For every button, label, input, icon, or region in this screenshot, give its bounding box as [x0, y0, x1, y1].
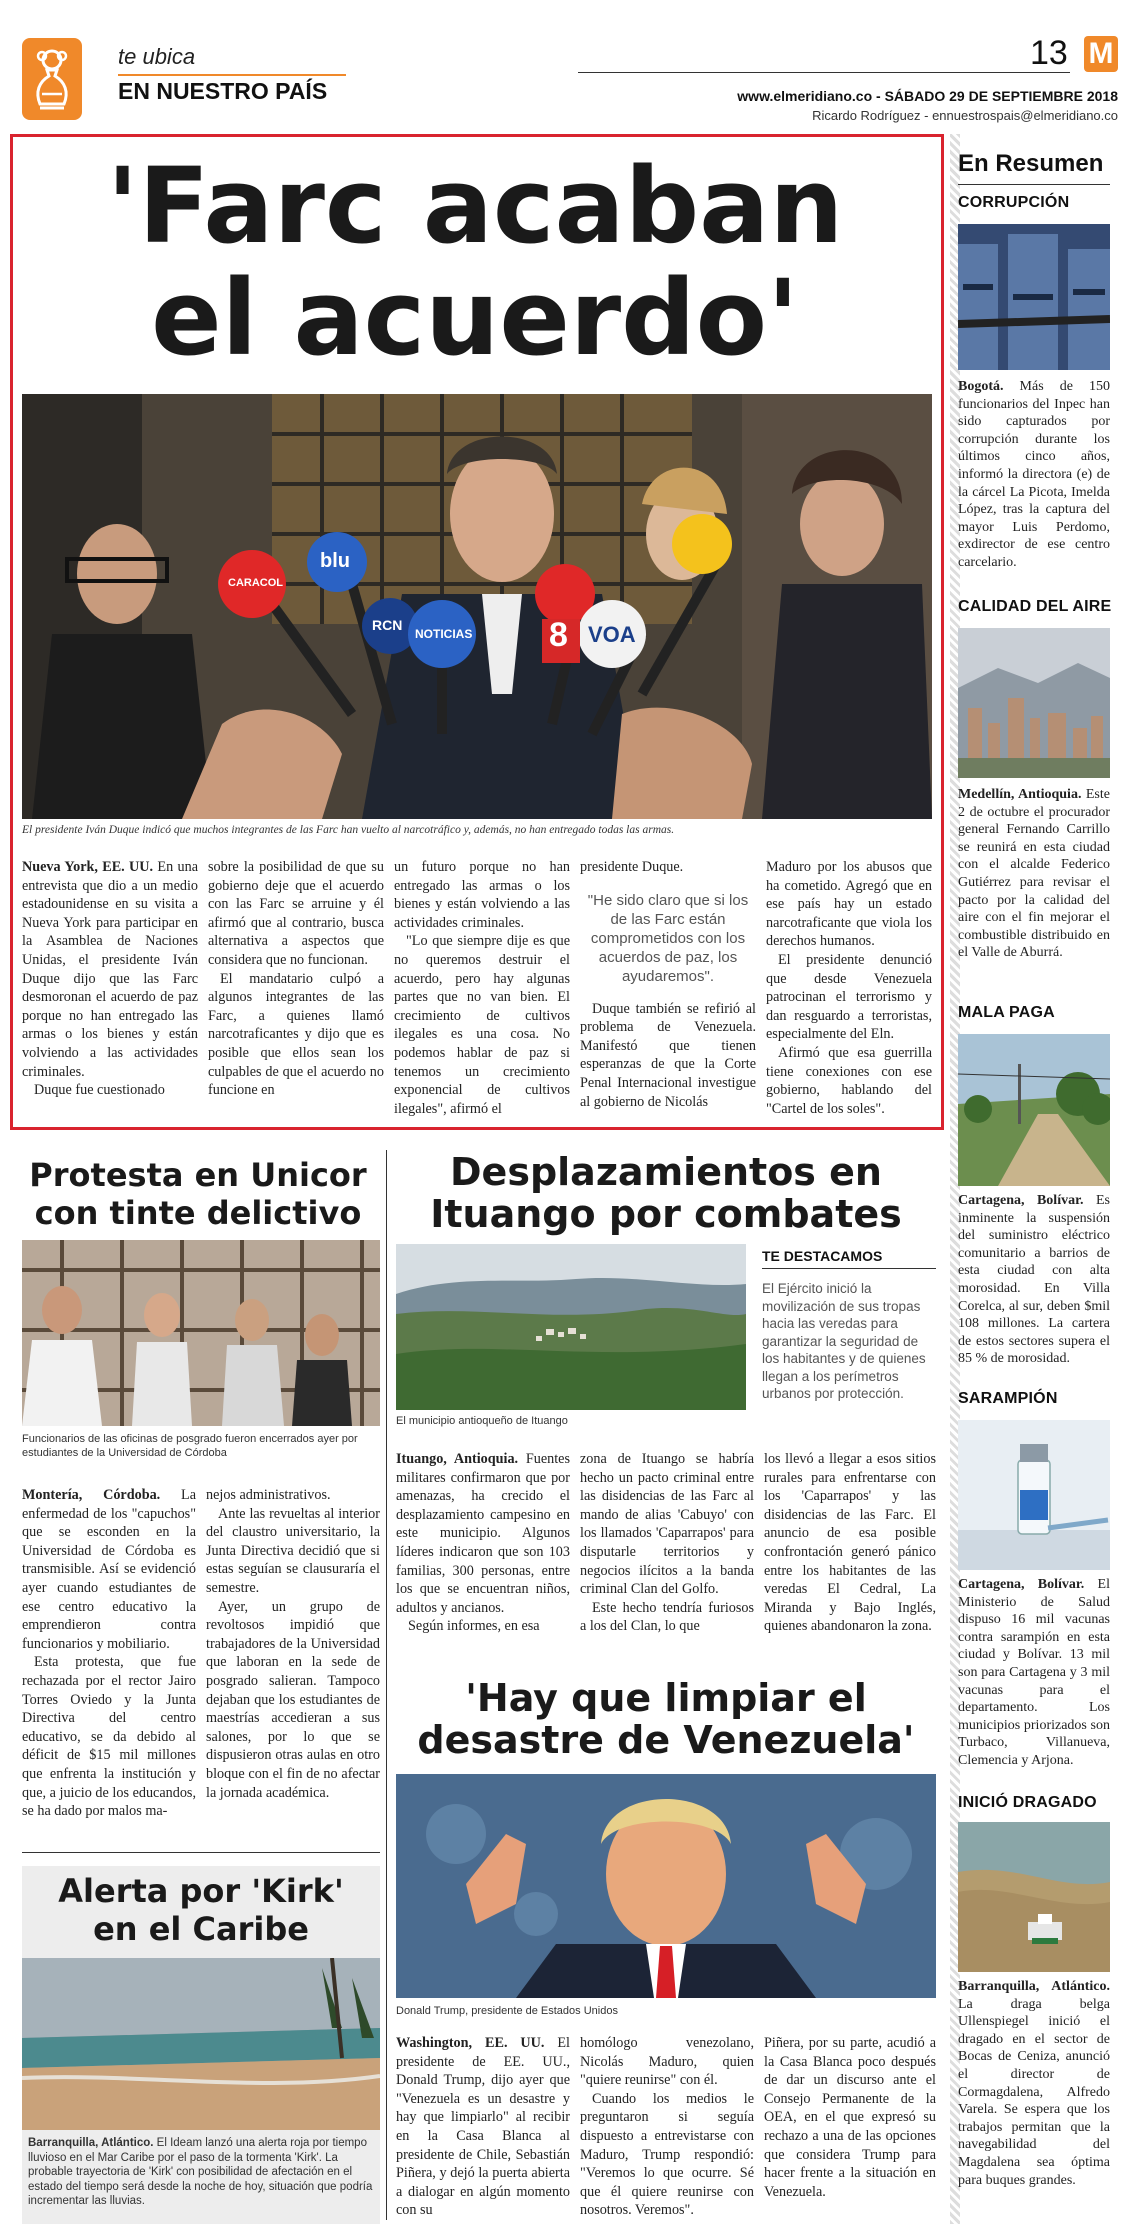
ituango-box-head: TE DESTACAMOS [762, 1248, 883, 1264]
byline: Ricardo Rodríguez - ennuestrospais@elmeridiano.co [812, 108, 1118, 123]
mic-label-blu: blu [320, 550, 350, 572]
main-col-4: presidente Duque. "He sido claro que si los de las Farc están comprometidos con los acuerdos de paz, los ayudaremos". Duque también se refirió al problema de Venezuela. Manifestó que tienen esperanzas de que la Corte Penal Internacional investigue al gobierno de Nicolás [580, 859, 756, 1110]
section-tag-rule [118, 74, 346, 76]
sidebar-photo-sarampion [958, 1420, 1110, 1570]
sidebar-title-rule [958, 184, 1110, 185]
venezuela-caption: Donald Trump, presidente de Estados Unidos [396, 2005, 618, 2017]
sidebar-photo-mala-paga [958, 1034, 1110, 1186]
ituango-caption: El municipio antioqueño de Ituango [396, 1415, 568, 1427]
kirk-rule [22, 1852, 380, 1853]
sidebar-photo-dragado [958, 1822, 1110, 1972]
venezuela-photo [396, 1774, 936, 1998]
vase-icon [22, 38, 82, 120]
section-logo [22, 38, 82, 120]
unicor-headline-line2: con tinte delictivo [34, 1194, 362, 1232]
page-number: 13 [1030, 34, 1068, 72]
unicor-caption: Funcionarios de las oficinas de posgrado fueron encerrados ayer por estudiantes de la Universidad de Córdoba [22, 1433, 358, 1459]
mic-label-rcn: RCN [372, 617, 403, 633]
main-photo [22, 394, 932, 819]
site-date: www.elmeridiano.co - SÁBADO 29 DE SEPTIEMBRE 2018 [737, 88, 1118, 104]
ituango-col-2: zona de Ituango se habría hecho un pacto criminal entre las disidencias de las Farc al mando de alias 'Cabuyo' con los llamados 'Caparrapos' para disputarle territorios y negocios ilícitos a la banda criminal Clan del Golfo. Este hecho tendría furiosos a los del Clan, lo que [580, 1451, 754, 1635]
venezuela-headline-line2: desastre de Venezuela' [417, 1718, 915, 1762]
main-col-5: Maduro por los abusos que ha cometido. Agregó que en ese país hay un estado narcotraficante que viola los derechos humanos. El presidente denunció que desde Venezuela patrocinan el terrorismo y dan resguardo a terroristas, especialmente del Eln. Afirmó que esa guerrilla tiene conexiones con ese gobierno, hablando del "Cartel de los soles". [766, 859, 932, 1117]
sidebar-photo-calidad-aire [958, 628, 1110, 778]
column-divider [386, 1150, 387, 2220]
main-photo-caption: El presidente Iván Duque indicó que muchos integrantes de las Farc han vuelto al narcotráfico y, además, no han entregado todas las armas. [22, 824, 675, 836]
main-col-1: Nueva York, EE. UU. En una entrevista que dio a un medio estadounidense en su visita a Nueva York para participar en la Asamblea de Naciones Unidas, el presidente Iván Duque dijo que las Farc desmoronan el acuerdo de paz porque no han entregado las armas o los bienes y están volviendo a las actividades criminales. Duque fue cuestionado [22, 859, 198, 1099]
sidebar-title: En Resumen [958, 150, 1104, 177]
section-tag-line1: te ubica [118, 44, 196, 69]
sidebar-item-4-head: SARAMPIÓN [958, 1390, 1058, 1407]
sidebar-item-3-head: MALA PAGA [958, 1004, 1055, 1021]
main-headline-line2: el acuerdo' [151, 257, 799, 379]
ituango-col-1: Ituango, Antioquia. Fuentes militares confirmaron que por amenazas, ha crecido el desplazamiento campesino en este municipio. Algunos líderes indicaron que son 103 familias, 300 personas, entre los que se encuentran niños, adultos y ancianos. Según informes, en esa [396, 1451, 570, 1635]
main-headline-line1: 'Farc acaban [106, 145, 844, 267]
sidebar-item-5-text: Barranquilla, Atlántico. La draga belga Ullenspiegel inició el dragado en el sector de Bocas de Ceniza, anunció el director de Cormagdalena, Alfredo Varela. Se espera que los trabajos permitan que la navegabilidad del Magdalena sea óptima para buques grandes. [958, 1979, 1110, 2188]
mic-label-voa: VOA [588, 622, 636, 647]
ituango-headline-line2: Ituango por combates [430, 1192, 902, 1236]
sidebar-photo-corrupcion [958, 224, 1110, 370]
kirk-photo [22, 1958, 380, 2130]
venezuela-col-1: Washington, EE. UU. El presidente de EE. UU., Donald Trump, dijo ayer que "Venezuela es un desastre y hay que limpiarlo" al recibir en la Casa Blanca al presidente de Chile, Sebastián Piñera, y dejó la puerta abierta a dialogar en algún momento con su [396, 2035, 571, 2219]
pull-quote: "He sido claro que si los de las Farc están comprometidos con los acuerdos de paz, los ayudaremos". [587, 891, 749, 985]
ituango-box-rule [762, 1268, 936, 1269]
main-dateline: Nueva York, EE. UU. [22, 859, 154, 875]
sidebar-item-3-text: Cartagena, Bolívar. Es inminente la suspensión del suministro eléctrico comunitario a barrios de esta ciudad con alta morosidad. En Villa Corelca, al sur, deben $mil 108 millones. La cartera de estos sectores supera el 85 % de morosidad. [958, 1193, 1110, 1367]
mic-label-caracol: CARACOL [228, 577, 283, 589]
header-rule [578, 72, 1070, 73]
sidebar-item-1-head: CORRUPCIÓN [958, 194, 1070, 211]
venezuela-headline-line1: 'Hay que limpiar el [465, 1676, 867, 1720]
brand-logo [1084, 36, 1118, 72]
venezuela-col-3: Piñera, por su parte, acudió a la Casa Blanca poco después de dar un discurso ante el Consejo Permanente de la OEA, en el que expresó su rechazo a una de las opciones que considera Trump para hacer frente a la situación en Venezuela. [764, 2035, 936, 2200]
sidebar-item-2-head: CALIDAD DEL AIRE [958, 598, 1112, 615]
kirk-headline-line1: Alerta por 'Kirk' [58, 1872, 344, 1910]
ituango-col-3: los llevó a llegar a esos sitios rurales para enfrentarse con los 'Caparrapos' y las disidencias de las Farc. El anuncio de esa posible confrontación generó pánico entre los habitantes de las veredas El Cedral, La Miranda y Bajo Inglés, quienes abandonaron la zona. [764, 1451, 936, 1635]
ituango-headline-line1: Desplazamientos en [450, 1150, 882, 1194]
section-tag-line2: EN NUESTRO PAÍS [118, 78, 328, 104]
unicor-headline-line1: Protesta en Unicor [29, 1156, 367, 1194]
mic-label-eight: 8 [549, 616, 568, 654]
sidebar-item-1-text: Bogotá. Más de 150 funcionarios del Inpec han sido capturados por corrupción durante los últimos cinco años, informó la directora (e) de la cárcel La Picota, Imelda López, tras la captura del mayor Luis Perdomo, exdirector de ese centro carcelario. [958, 379, 1110, 570]
sidebar-item-4-text: Cartagena, Bolívar. El Ministerio de Salud dispuso 16 mil vacunas contra sarampión en esta ciudad y Bolívar. 13 mil son para Cartagena y 3 mil vacunas para el departamento. Los municipios priorizados son Turbaco, Villanueva, Clemencia y Arjona. [958, 1577, 1110, 1768]
kirk-caption: Barranquilla, Atlántico. El Ideam lanzó una alerta roja por tiempo lluvioso en el Mar Caribe por el paso de la tormenta 'Kirk'. La probable trayectoria de 'Kirk' con posibilidad de afectación en el estado del tiempo será desde la noche de hoy, situación que podría incrementar las lluvias. [28, 2137, 373, 2207]
unicor-col-2: nejos administrativos. Ante las revueltas al interior del claustro universitario, la Junta Directiva decidió que si estas seguían se clausuraría el semestre. Ayer, un grupo de revoltosos impidió que trabajadores de la Universidad que laboran en la sede de posgrado salieran. Tampoco dejaban que los estudiantes de maestrías accedieran a sus salones, por lo que se dispusieron otras aulas en otro bloque con el fin de no afectar la jornada académica. [206, 1487, 380, 1801]
unicor-photo [22, 1240, 380, 1426]
brand-letter: M [1088, 37, 1114, 70]
unicor-col-1: Montería, Córdoba. La enfermedad de los "capuchos" que se esconden en la Universidad de Córdoba es transmisible. Así se evidenció ayer cuando estudiantes de ese centro educativo la emprendieron contra funcionarios y mobiliario. Esta protesta, que fue rechazada por el rector Jairo Torres Oviedo y la Junta Directiva del centro educativo, se da debido al déficit de $15 mil millones que enfrenta la institución y que, a juicio de los educandos, se ha dado por malos ma- [22, 1487, 196, 1820]
sidebar-item-5-head: INICIÓ DRAGADO [958, 1794, 1097, 1811]
venezuela-col-2: homólogo venezolano, Nicolás Maduro, quien "quiere reunirse" con él. Cuando los medios le preguntaron si seguía dispuesto a entrevistarse con Maduro, Trump respondió: "Veremos lo que ocurre. Sé que él quiere reunirse con nosotros. Veremos". [580, 2035, 754, 2219]
kirk-headline-line2: en el Caribe [93, 1910, 309, 1948]
sidebar-item-2-text: Medellín, Antioquia. Este 2 de octubre el procurador general Fernando Carrillo se reunirá en esta ciudad con el alcalde Federico Gutiérrez para revisar el pacto por la calidad del aire con el fin mejorar el combustible distribuido en el Valle de Aburrá. [958, 787, 1110, 961]
main-col-3: un futuro porque no han entregado las armas o los bienes y están volviendo a las actividades criminales. "Lo que siempre dije es que no queremos destruir el acuerdo, pero hay algunas partes que no van bien. El crecimiento de cultivos ilegales es una cosa. No podemos hablar de paz si tenemos un crecimiento exponencial de cultivos ilegales", afirmó el [394, 859, 570, 1117]
ituango-photo [396, 1244, 746, 1410]
main-col-2: sobre la posibilidad de que su gobierno deje que el acuerdo con las Farc se arruine y él afirmó que al contrario, busca alternativa a aspectos que considera que no funcionan. El mandatario culpó a algunos integrantes de las Farc, a quienes llamó narcotraficantes y dijo que es posible que ellos sean los culpables de que el acuerdo no funcione en [208, 859, 384, 1099]
mic-label-noticias: NOTICIAS [415, 627, 473, 641]
ituango-box-text: El Ejército inició la movilización de sus tropas hacia las veredas para garantizar la seguridad de los habitantes y de quienes llegan a los perímetros urbanos por protección. [762, 1281, 926, 1401]
